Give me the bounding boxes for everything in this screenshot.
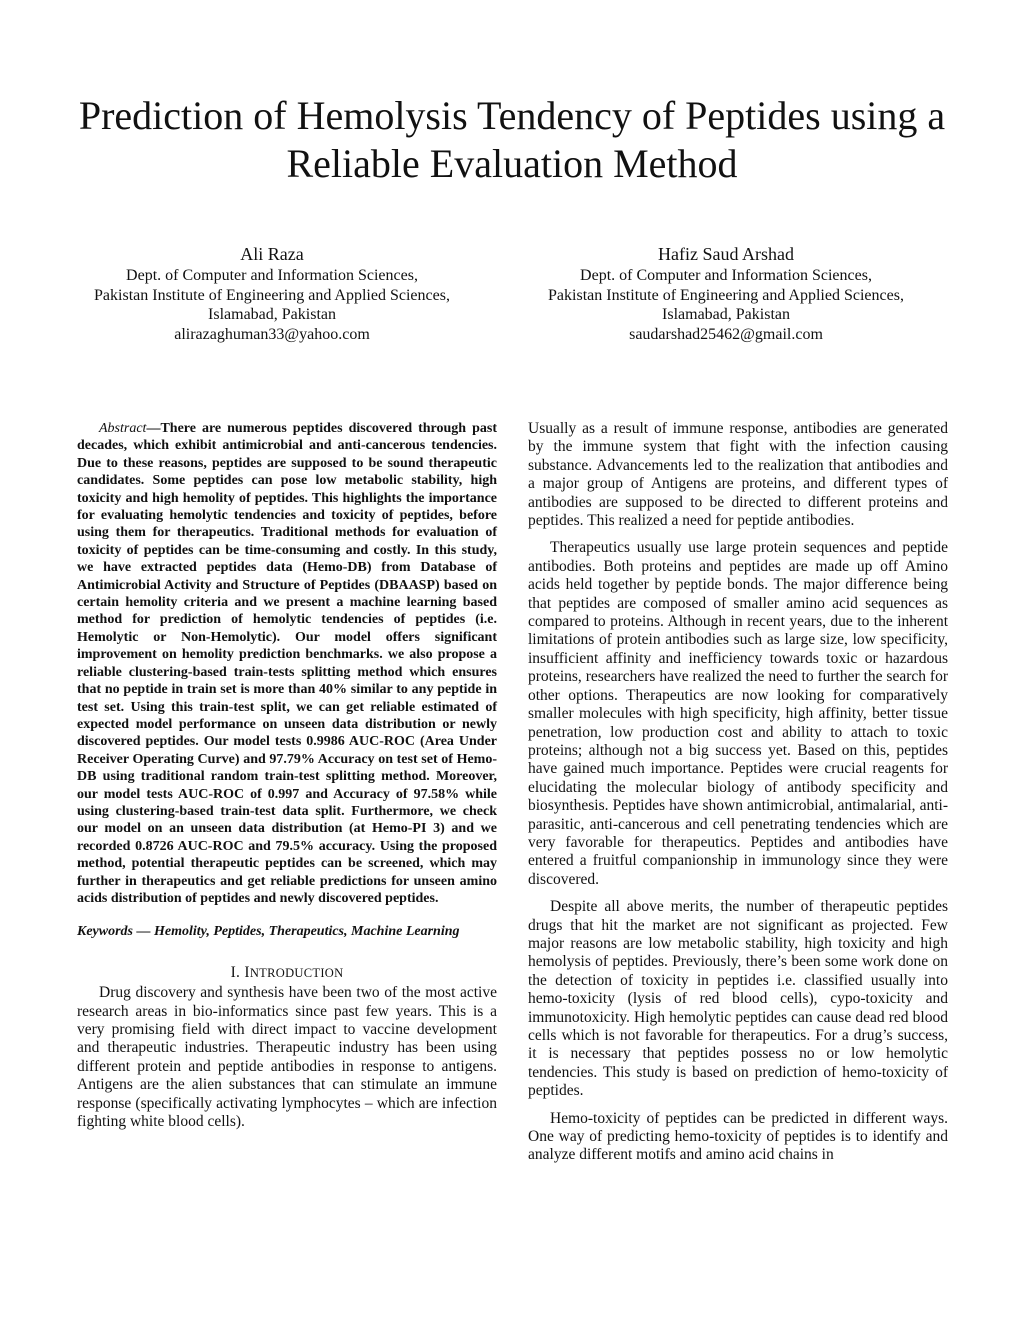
author-email[interactable]: alirazaghuman33@yahoo.com <box>174 325 370 343</box>
section-title-first: I <box>244 963 250 981</box>
author-institute: Pakistan Institute of Engineering and Applied Sciences, <box>94 286 450 304</box>
section-heading-introduction <box>77 964 497 982</box>
author-block-1 <box>62 243 482 344</box>
paper-title <box>40 92 984 188</box>
author-email[interactable]: saudarshad25462@gmail.com <box>629 325 823 343</box>
author-name: Hafiz Saud Arshad <box>658 244 794 264</box>
author-institute: Pakistan Institute of Engineering and Applied Sciences, <box>548 286 904 304</box>
section-title-rest: NTRODUCTION <box>249 965 344 980</box>
paper-title-line-1: Prediction of Hemolysis Tendency of Peptides using a <box>78 93 946 138</box>
author-location: Islamabad, Pakistan <box>208 306 336 323</box>
body-paragraph-3: Despite all above merits, the number of therapeutic peptides drugs that hit the market are not significant as projected. Few major reasons are low metabolic stability, high toxicity and high hemolysis of peptides. Previously, there’s been some work done on the detection of toxicity in peptides i.e. classified usually into hemo-toxicity (lysis of red blood cells), cypo-toxicity and immunotoxicity. High hemolytic peptides can cause dead red blood cells which is not favorable for therapeutics. For a drug’s success, it is necessary that peptides possess no or low hemolytic tendencies. This study is based on prediction of hemo-toxicity of peptides. <box>528 898 948 1100</box>
intro-paragraph: Drug discovery and synthesis have been two of the most active research areas in bio-informatics since past few years. This is a very promising field with direct impact to vaccine development and therapeutic industries. Therapeutic industry has been using different protein and peptide antibodies in response to antigens. Antigens are the alien substances that can stimulate an immune response (specifically activating lymphocytes – which are infection fighting white blood cells). <box>77 984 497 1131</box>
abstract-lead: Abstract <box>99 421 147 436</box>
body-paragraph-1: Usually as a result of immune response, antibodies are generated by the immune system that fight with the infection causing substance. Advancements led to the realization that antibodies and a major group of Antigens are proteins, and different types of antibodies are supposed to be directed to different proteins and peptides. This realized a need for peptide antibodies. <box>528 420 948 530</box>
body-paragraph-4: Hemo-toxicity of peptides can be predicted in different ways. One way of predicting hemo-toxicity of peptides is to identify and analyze different motifs and amino acid chains in <box>528 1109 948 1164</box>
abstract-text: —There are numerous peptides discovered through past decades, which exhibit antimicrobial and anti-cancerous tendencies. Due to these reasons, peptides are supposed to be sound therapeutic candidates. Some peptides can pose low metabolic stability, high toxicity and high hemolity of peptides. This highlights the importance for evaluating hemolytic tendencies and toxicity of peptides, before using them for therapeutics. Traditional methods for evaluation of toxicity of peptides can be time-consuming and costly. In this study, we have extracted peptides data (Hemo-DB) from Database of Antimicrobial Activity and Structure of Peptides (DBAASP) based on certain hemolity criteria and we present a machine learning based method for prediction of hemolytic tendencies of peptides (i.e. Hemolytic or Non-Hemolytic). Our model offers significant improvement on hemolity prediction benchmarks. we also propose a reliable clustering-based train-tests splitting method which ensures that no peptide in train set is more than 40% similar to any peptide in test set. Using this train-test split, we can get reliable estimated of expected model performance on unseen data distribution or newly discovered peptides. Our model tests 0.9986 AUC-ROC (Area Under Receiver Operating Curve) and 97.79% Accuracy on test set of Hemo-DB using traditional random train-test splitting method. Moreover, our model tests AUC-ROC of 0.997 and Accuracy of 97.58% while using clustering-based train-test data split. Furthermore, we check our model on an unseen data distribution (at Hemo-PI 3) and we recorded 0.8726 AUC-ROC and 79.5% accuracy. Using the proposed method, potential therapeutic peptides can be screened, which may further in therapeutics and get reliable predictions for unseen amino acids distribution of peptides and newly discovered peptides. <box>77 421 497 906</box>
section-number: I. <box>230 963 241 981</box>
body-paragraph-2: Therapeutics usually use large protein sequences and peptide antibodies. Both proteins and peptides are made up off Amino acids held together by peptide bonds. The major difference being that peptides are composed of smaller amino acid sequences as compared to proteins. Although in recent years, due to the inherent limitations of protein antibodies such as large size, low specificity, insufficient affinity and inefficiency towards toxic or hazardous proteins, researchers have realized the need to further the search for other options. Therapeutics are now looking for comparatively smaller molecules with high specificity, high affinity, better tissue penetration, low production cost and ability to attach to toxic proteins; although not a big success yet. Based on this, peptides have gained much importance. Peptides were crucial reagents for elucidating the molecular biology of antibody specificity and biosynthesis. Peptides have shown antimicrobial, antimalarial, anti-parasitic, anti-cancerous and cell penetrating tendencies which are very favorable for therapeutics. Peptides and antibodies have entered a fruitful companionship in immunology since they were discovered. <box>528 539 948 888</box>
right-column <box>528 420 948 1174</box>
author-location: Islamabad, Pakistan <box>662 306 790 323</box>
author-block-2 <box>516 243 936 344</box>
left-column <box>77 420 497 1140</box>
author-dept: Dept. of Computer and Information Sciences, <box>126 267 418 284</box>
paper-title-line-2: Reliable Evaluation Method <box>286 141 738 186</box>
keywords: Keywords — Hemolity, Peptides, Therapeutics, Machine Learning <box>77 924 460 940</box>
author-dept: Dept. of Computer and Information Sciences, <box>580 267 872 284</box>
author-name: Ali Raza <box>240 244 304 264</box>
abstract <box>77 420 497 907</box>
